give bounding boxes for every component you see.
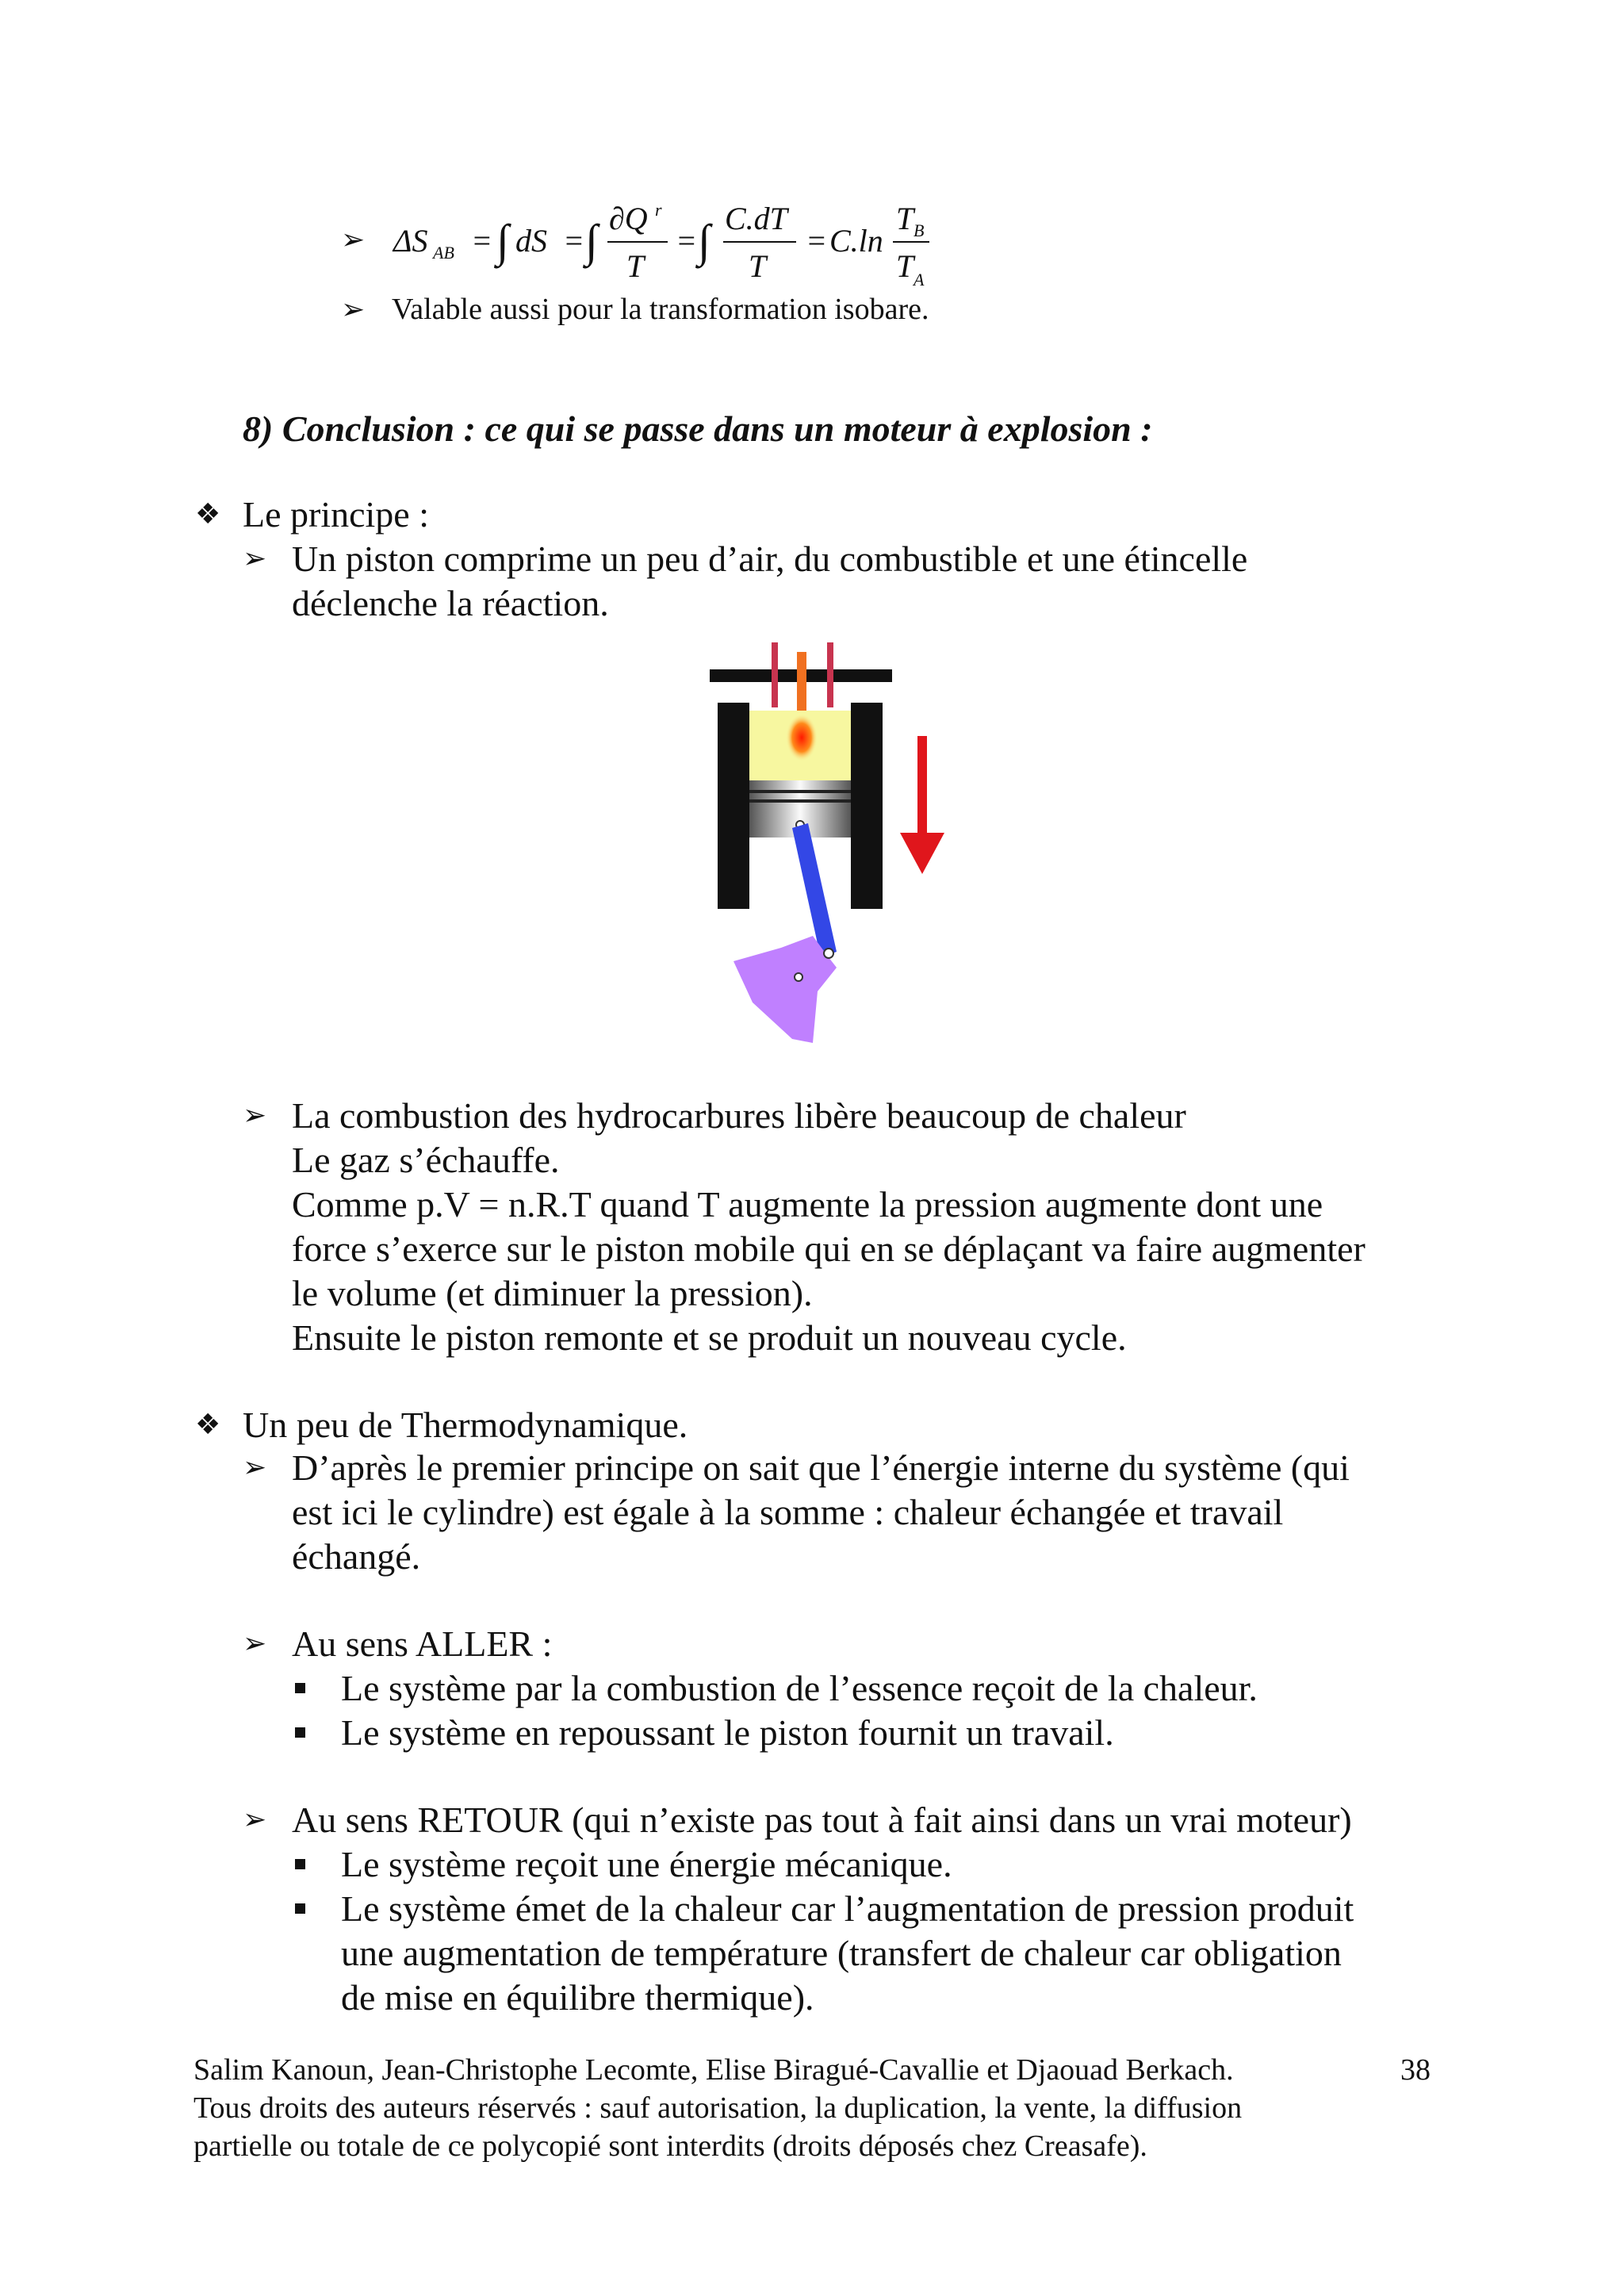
diamond-bullet-icon: ❖ xyxy=(195,498,221,531)
intake-valve-rod xyxy=(772,642,778,707)
combustion-line: Ensuite le piston remonte et se produit un nouveau cycle. xyxy=(292,1317,1127,1358)
isobare-note: Valable aussi pour la transformation isobare. xyxy=(392,293,929,326)
exhaust-valve-rod xyxy=(827,642,833,707)
bullet-arrow-icon: ➢ xyxy=(243,1099,267,1132)
premier-principe-line: échangé. xyxy=(292,1536,421,1577)
bullet-arrow-icon: ➢ xyxy=(341,224,366,256)
subscript: A xyxy=(914,270,925,289)
section-heading: 8) Conclusion : ce qui se passe dans un moteur à explosion : xyxy=(243,408,1153,449)
fraction-numerator: C.dT xyxy=(725,201,787,236)
bullet-arrow-icon: ➢ xyxy=(243,542,267,575)
spark-plug xyxy=(797,652,806,712)
crankshaft xyxy=(733,936,837,1043)
equals-sign: = xyxy=(806,223,827,259)
footer-authors: Salim Kanoun, Jean-Christophe Lecomte, Elise Biragué-Cavallie et Djaouad Berkach. xyxy=(193,2053,1234,2087)
spark-flame xyxy=(786,714,818,761)
square-bullet-icon xyxy=(295,1727,305,1738)
down-arrow-shaft xyxy=(917,736,927,839)
square-bullet-icon xyxy=(295,1683,305,1693)
fraction-denominator: T xyxy=(626,248,645,284)
fraction-denominator: T xyxy=(749,248,767,284)
retour-item: Le système reçoit une énergie mécanique. xyxy=(341,1844,952,1884)
integral-sign: ∫ xyxy=(585,215,598,266)
retour-item: une augmentation de température (transfert de chaleur car obligation xyxy=(341,1933,1342,1973)
combustion-line: La combustion des hydrocarbures libère beaucoup de chaleur xyxy=(292,1095,1186,1136)
principe-line: Un piston comprime un peu d’air, du combustible et une étincelle xyxy=(292,539,1248,579)
equals-sign: = xyxy=(563,223,584,259)
equals-sign: = xyxy=(471,223,492,259)
aller-title: Au sens ALLER : xyxy=(292,1623,553,1664)
aller-item: Le système en repoussant le piston fournit un travail. xyxy=(341,1712,1114,1753)
diamond-bullet-icon: ❖ xyxy=(195,1409,221,1441)
fraction-bar xyxy=(607,241,668,243)
delta-s-subscript: AB xyxy=(433,243,454,263)
integral-sign: ∫ xyxy=(698,215,710,266)
fraction-bar xyxy=(893,241,929,243)
thermo-title: Un peu de Thermodynamique. xyxy=(243,1405,688,1445)
ds-term: dS xyxy=(515,223,547,259)
fraction-bar xyxy=(723,241,796,243)
cylinder-wall-left xyxy=(718,703,749,909)
square-bullet-icon xyxy=(295,1903,305,1914)
bullet-arrow-icon: ➢ xyxy=(243,1627,267,1660)
page-number: 38 xyxy=(1400,2053,1431,2087)
principe-title: Le principe : xyxy=(243,494,430,535)
retour-item: Le système émet de la chaleur car l’augmentation de pression produit xyxy=(341,1888,1354,1929)
premier-principe-line: D’après le premier principe on sait que l’énergie interne du système (qui xyxy=(292,1447,1350,1488)
combustion-line: Comme p.V = n.R.T quand T augmente la pression augmente dont une xyxy=(292,1184,1323,1225)
bullet-arrow-icon: ➢ xyxy=(243,1803,267,1836)
square-bullet-icon xyxy=(295,1859,305,1869)
combustion-line: force s’exerce sur le piston mobile qui en se déplaçant va faire augmenter xyxy=(292,1228,1365,1269)
piston-ring xyxy=(749,790,851,793)
c-ln-term: C.ln xyxy=(829,223,883,259)
combustion-line: le volume (et diminuer la pression). xyxy=(292,1273,813,1313)
footer-rights: Tous droits des auteurs réservés : sauf autorisation, la duplication, la vente, la diffusion xyxy=(193,2091,1243,2125)
engine-piston-illustration xyxy=(710,634,971,1055)
superscript: r xyxy=(655,200,662,220)
subscript: B xyxy=(914,220,925,240)
crank-axis xyxy=(795,973,802,981)
down-arrow-icon xyxy=(900,833,944,874)
connecting-rod xyxy=(792,823,837,958)
combustion-line: Le gaz s’échauffe. xyxy=(292,1140,560,1180)
retour-item: de mise en équilibre thermique). xyxy=(341,1977,814,2018)
integral-sign: ∫ xyxy=(496,215,509,266)
equals-sign: = xyxy=(676,223,697,259)
cylinder-wall-right xyxy=(851,703,883,909)
delta-s: ΔS xyxy=(393,223,428,259)
crank-pin xyxy=(824,949,833,958)
fraction-numerator: T xyxy=(896,201,914,236)
principe-line: déclenche la réaction. xyxy=(292,583,609,623)
fraction-numerator: ∂Q xyxy=(609,201,648,236)
aller-item: Le système par la combustion de l’essence reçoit de la chaleur. xyxy=(341,1668,1258,1708)
fraction-denominator: T xyxy=(896,248,914,284)
bullet-arrow-icon: ➢ xyxy=(341,293,366,326)
bullet-arrow-icon: ➢ xyxy=(243,1451,267,1484)
retour-title: Au sens RETOUR (qui n’existe pas tout à fait ainsi dans un vrai moteur) xyxy=(292,1800,1352,1840)
piston-ring xyxy=(749,799,851,803)
footer-rights: partielle ou totale de ce polycopié sont interdits (droits déposés chez Creasafe). xyxy=(193,2129,1147,2163)
premier-principe-line: est ici le cylindre) est égale à la somme : chaleur échangée et travail xyxy=(292,1492,1284,1532)
